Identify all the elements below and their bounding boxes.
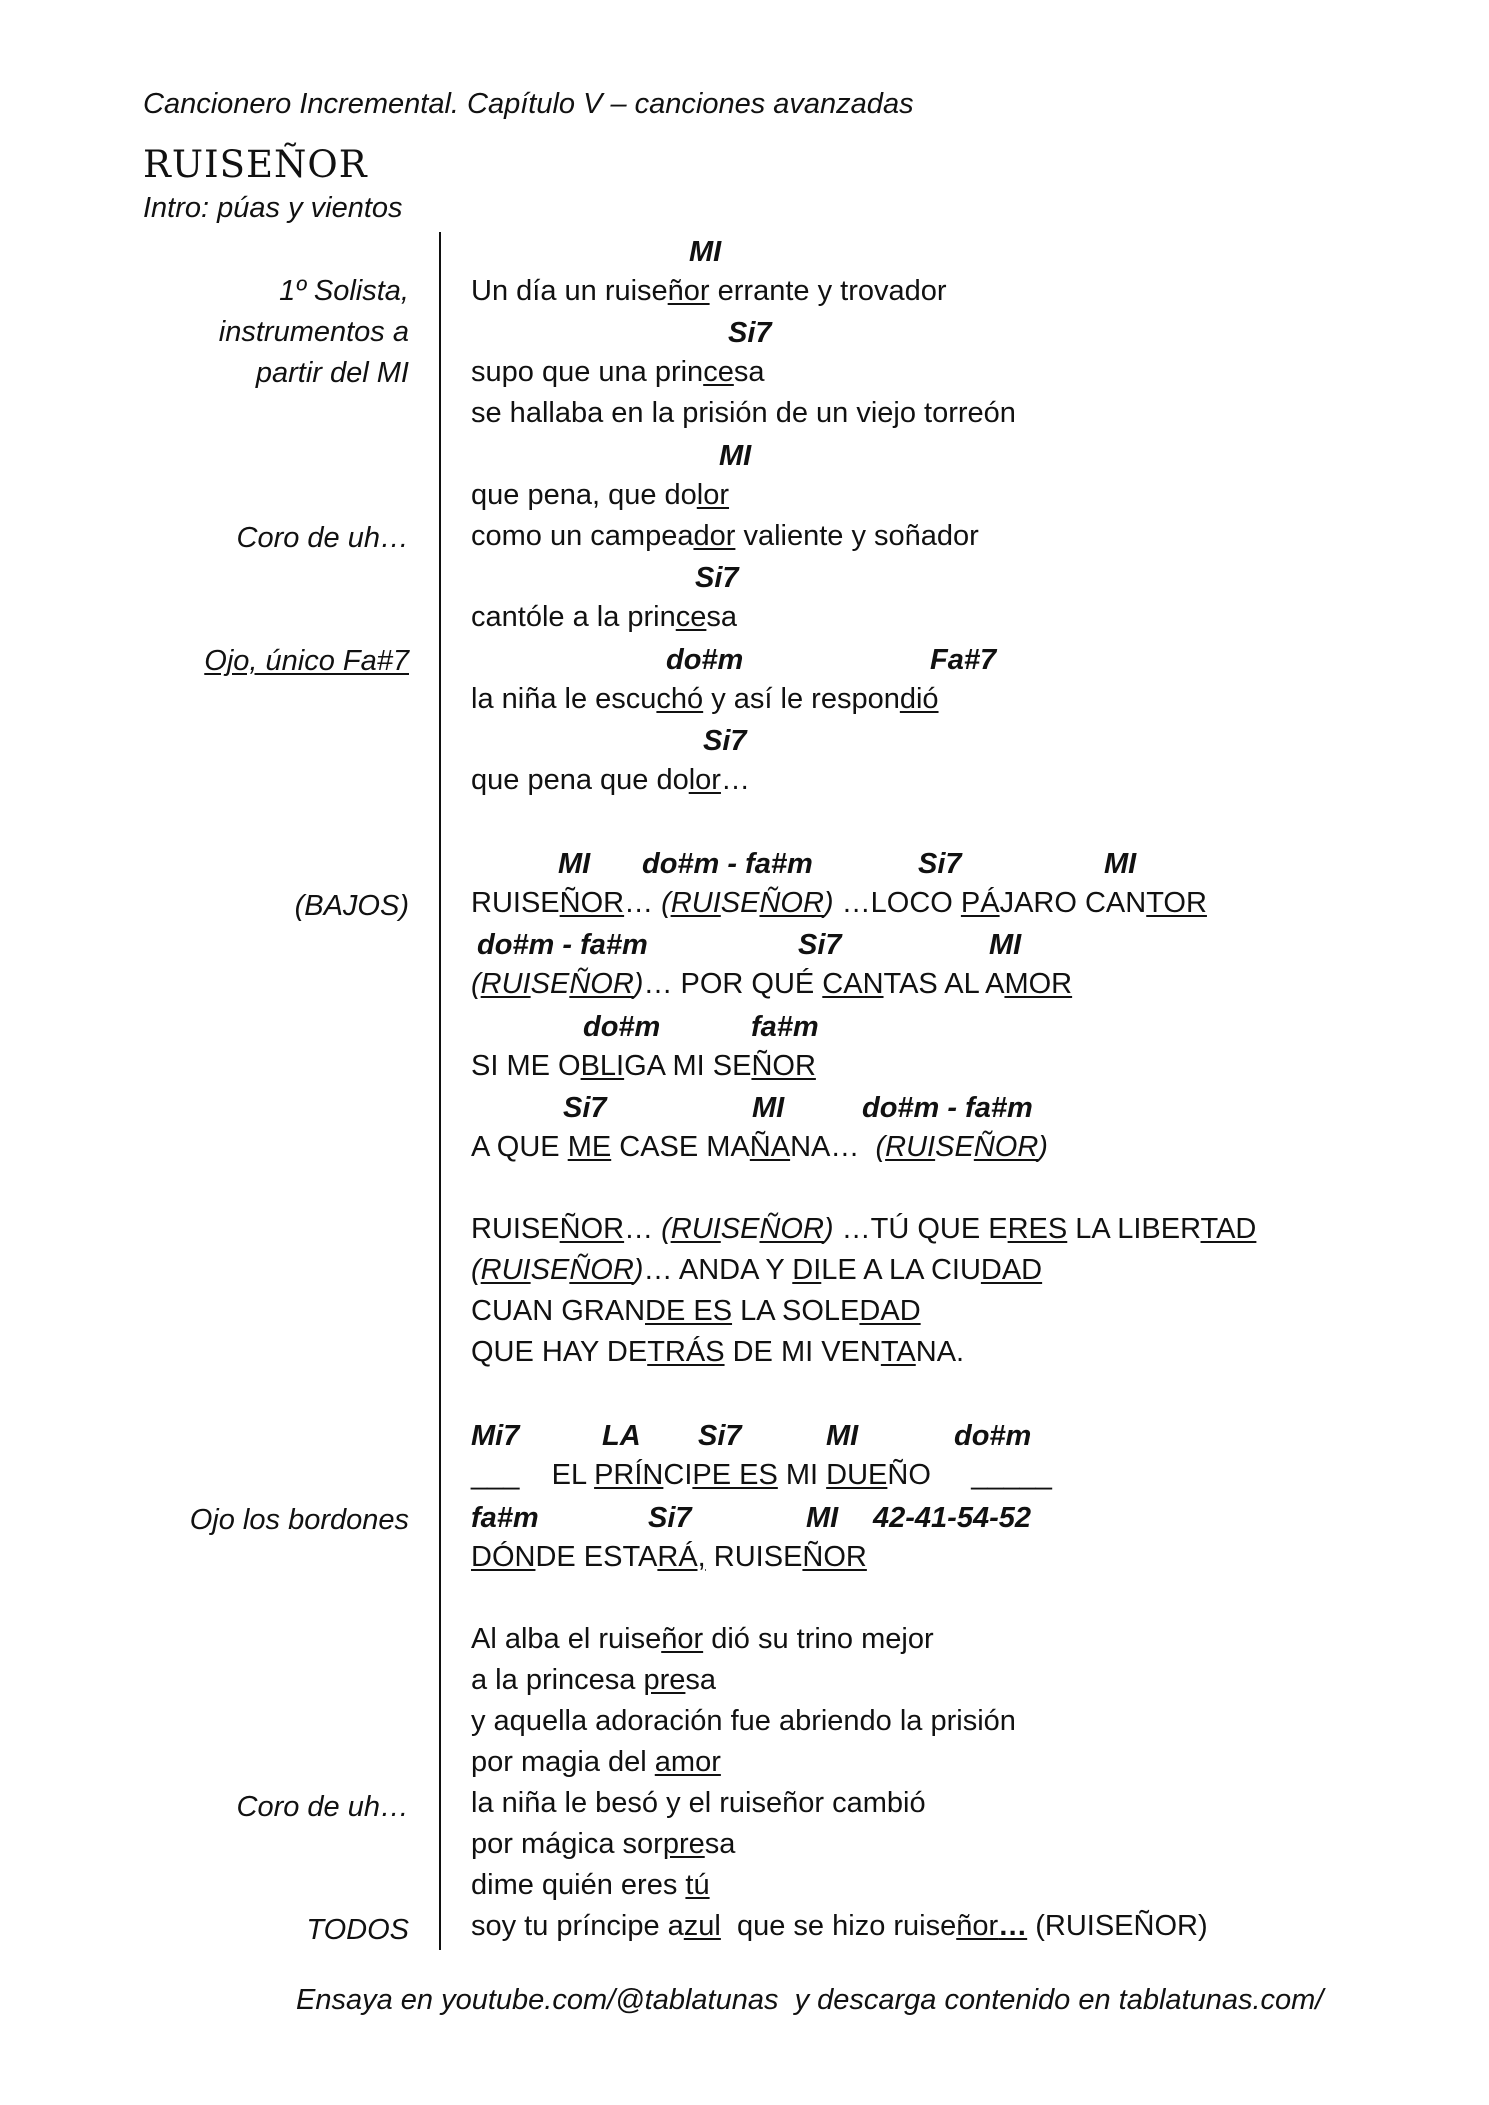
lyric-text: Un día un ruise: [471, 275, 668, 307]
lyric-text: GA MI SE: [624, 1050, 752, 1082]
lyric-line: [471, 1828, 735, 1861]
lyric-text: CI: [663, 1459, 693, 1491]
lyric-text: sa: [685, 1664, 717, 1696]
side-note-ojo-fa: Ojo, único Fa#7: [204, 645, 409, 677]
lyric-text: dió su trino mejor: [703, 1623, 934, 1655]
lyric-text: valiente y soñador: [735, 520, 979, 552]
chord-si7: Si7: [728, 317, 772, 349]
echo-text: ÑOR: [759, 1213, 824, 1245]
chord-si7: Si7: [698, 1420, 742, 1452]
chorus-line: [471, 968, 1072, 1001]
echo-text: (: [471, 1254, 481, 1286]
echo-text: ): [633, 1254, 644, 1286]
chord-fa-sharp-7: Fa#7: [930, 644, 997, 676]
lyric-text: CUAN GRAN: [471, 1295, 646, 1327]
stressed-syllable: MOR: [1004, 968, 1073, 1000]
stressed-syllable: ÑOR: [559, 887, 625, 919]
chorus-line: [471, 1254, 1042, 1287]
lyric-text: que pena, que do: [471, 479, 697, 511]
chord-si7: Si7: [798, 929, 842, 961]
stressed-syllable: ce: [703, 356, 734, 388]
stressed-syllable: ÑA: [749, 1131, 791, 1163]
lyric-text: a la princesa: [471, 1664, 644, 1696]
chord-mi: MI: [1104, 848, 1137, 880]
lyric-line: [471, 520, 979, 553]
echo-text: ): [1038, 1131, 1048, 1163]
stressed-syllable: ÑOR: [802, 1541, 867, 1573]
echo-text: RUI: [670, 1213, 721, 1245]
lyric-text: soy tu príncipe a: [471, 1910, 684, 1942]
lyric-line: [471, 356, 764, 389]
lyric-text: …: [624, 887, 662, 919]
lyric-text: CASE MA: [611, 1131, 750, 1163]
echo-text: RUI: [480, 968, 531, 1000]
stressed-syllable: dió: [899, 683, 939, 715]
lyric-text: errante y trovador: [709, 275, 947, 307]
lyric-text: … POR QUÉ: [643, 968, 823, 1000]
lyric-line: [471, 275, 947, 308]
lyric-text: … ANDA Y: [643, 1254, 793, 1286]
stressed-syllable: pre: [662, 1828, 705, 1860]
lyric-text: sa: [733, 356, 765, 388]
chord-la: LA: [602, 1420, 641, 1452]
lyric-text: que se hizo ruise: [720, 1910, 957, 1942]
echo-text: RUI: [670, 887, 721, 919]
lyric-text: EL: [551, 1459, 595, 1491]
stressed-syllable: RÁ,: [657, 1541, 706, 1573]
lyric-text: y así le respon: [703, 683, 900, 715]
stressed-syllable: ñor: [667, 275, 710, 307]
lyric-text: …: [624, 1213, 662, 1245]
echo-text: RUI: [480, 1254, 531, 1286]
songbook-header: Cancionero Incremental. Capítulo V – canciones avanzadas: [143, 88, 914, 120]
side-note-solista-line1: 1º Solista,: [279, 275, 409, 307]
lyric-text: …TÚ QUE E: [833, 1213, 1008, 1245]
echo-text: SE: [720, 887, 760, 919]
side-note-solista-line3: partir del MI: [255, 357, 409, 389]
stressed-syllable: lor: [688, 764, 721, 796]
lyric-text: LA SOLE: [732, 1295, 860, 1327]
echo-text: ): [633, 968, 644, 1000]
lyric-line: [471, 1664, 716, 1697]
echo-text: (: [661, 1213, 671, 1245]
stressed-syllable: chó: [656, 683, 704, 715]
lyric-text: (RUISEÑOR): [1027, 1910, 1208, 1942]
lyric-line: [471, 1910, 1208, 1943]
ellipsis: …: [998, 1910, 1028, 1942]
stressed-syllable: BLI: [580, 1050, 625, 1082]
lyric-text: A QUE: [471, 1131, 568, 1163]
echo-text: (: [875, 1131, 886, 1163]
lyric-text: que pena que do: [471, 764, 689, 796]
chord-mi: MI: [689, 236, 722, 268]
stressed-syllable: TAD: [1200, 1213, 1257, 1245]
side-note-solista-line2: instrumentos a: [218, 316, 409, 348]
stressed-syllable: TOR: [1146, 887, 1207, 919]
lyric-line: y aquella adoración fue abriendo la prisión: [471, 1705, 1016, 1737]
lyric-text: …LOCO: [833, 887, 961, 919]
stressed-syllable: tú: [685, 1869, 710, 1901]
lyric-line: [471, 1623, 934, 1656]
lyric-line: [471, 479, 729, 512]
fill-blank: _____: [971, 1459, 1052, 1491]
lyric-text: LA LIBER: [1067, 1213, 1201, 1245]
chorus-line: [471, 1050, 816, 1083]
bordones-numbers: 42-41-54-52: [873, 1502, 1031, 1534]
echo-text: RUI: [885, 1131, 936, 1163]
stressed-syllable: ME: [567, 1131, 612, 1163]
song-title: RUISEÑOR: [143, 143, 368, 186]
echo-text: (: [471, 968, 481, 1000]
chord-do-sharp-m: do#m: [666, 644, 744, 676]
lyric-text: JARO CAN: [999, 887, 1147, 919]
chorus-line: [471, 1131, 1048, 1164]
lyric-line: [471, 1746, 721, 1779]
echo-text: SE: [935, 1131, 974, 1163]
chord-do-fa-sharp-m: do#m - fa#m: [642, 848, 813, 880]
side-note-bordones: Ojo los bordones: [189, 1504, 409, 1536]
lyric-text: RUISE: [705, 1541, 803, 1573]
stressed-syllable: zul: [683, 1910, 721, 1942]
side-note-coro-2: Coro de uh…: [236, 1791, 409, 1823]
chord-mi: MI: [806, 1502, 839, 1534]
chord-si7: Si7: [918, 848, 962, 880]
chorus-line: [471, 1295, 921, 1328]
lyric-line: [471, 601, 737, 634]
echo-text: ): [823, 1213, 834, 1245]
chorus-line: [471, 1213, 1256, 1246]
chorus-line: [471, 1336, 964, 1369]
lyric-line: [471, 683, 939, 716]
lyric-text: QUE HAY DE: [471, 1336, 648, 1368]
stressed-syllable: DE ES: [645, 1295, 733, 1327]
echo-text: SE: [530, 968, 570, 1000]
lyric-text: como un campea: [471, 520, 694, 552]
echo-text: ): [823, 887, 834, 919]
chord-mi: MI: [719, 440, 752, 472]
lyric-text: DE MI VEN: [724, 1336, 881, 1368]
lyric-line: la niña le besó y el ruiseñor cambió: [471, 1787, 926, 1819]
chord-do-fa-sharp-m: do#m - fa#m: [862, 1092, 1033, 1124]
side-note-solista: [79, 271, 409, 394]
stressed-syllable: PE ES: [692, 1459, 778, 1491]
chord-mi7: Mi7: [471, 1420, 520, 1452]
chord-si7: Si7: [563, 1092, 607, 1124]
column-divider: [439, 232, 441, 1950]
chord-fa-sharp-m: fa#m: [751, 1011, 819, 1043]
lyric-text: supo que una prin: [471, 356, 704, 388]
lyric-text: …: [720, 764, 750, 796]
side-note-bajos: (BAJOS): [294, 890, 409, 922]
lyric-text: RUISE: [471, 1213, 560, 1245]
side-note-todos: TODOS: [306, 1914, 409, 1946]
echo-text: ÑOR: [973, 1131, 1039, 1163]
stressed-syllable: ÑOR: [751, 1050, 816, 1082]
lyric-text: cantóle a la prin: [471, 601, 676, 633]
lyric-text: SI ME O: [471, 1050, 581, 1082]
stressed-syllable: TRÁS: [647, 1336, 725, 1368]
stressed-syllable: ñor: [956, 1910, 999, 1942]
echo-text: (: [661, 887, 671, 919]
chorus-line: [471, 887, 1207, 920]
stressed-syllable: PRÍN: [594, 1459, 664, 1491]
side-note-coro-1: Coro de uh…: [236, 522, 409, 554]
lyric-text: dime quién eres: [471, 1869, 686, 1901]
echo-text: ÑOR: [569, 968, 634, 1000]
lyric-text: la niña le escu: [471, 683, 657, 715]
stressed-syllable: TA: [880, 1336, 916, 1368]
echo-text: ÑOR: [569, 1254, 634, 1286]
footer-promo: Ensaya en youtube.com/@tablatunas y descarga contenido en tablatunas.com/: [296, 1984, 1324, 2016]
lyric-text: sa: [706, 601, 738, 633]
chord-mi: MI: [826, 1420, 859, 1452]
stressed-syllable: lor: [696, 479, 730, 511]
lyric-line: se hallaba en la prisión de un viejo torreón: [471, 397, 1016, 429]
lyric-text: Al alba el ruise: [471, 1623, 662, 1655]
stressed-syllable: RES: [1007, 1213, 1068, 1245]
intro-note: Intro: púas y vientos: [143, 192, 403, 224]
lyric-text: DE ESTA: [535, 1541, 658, 1573]
fill-blank: ___: [471, 1459, 520, 1491]
chord-si7: Si7: [695, 562, 739, 594]
lyric-text: TAS AL A: [883, 968, 1005, 1000]
lyric-line: [471, 764, 750, 797]
stressed-syllable: ñor: [661, 1623, 704, 1655]
chord-do-sharp-m: do#m: [583, 1011, 661, 1043]
chord-mi: MI: [989, 929, 1022, 961]
stressed-syllable: pre: [643, 1664, 686, 1696]
echo-text: SE: [720, 1213, 760, 1245]
stressed-syllable: dor: [693, 520, 736, 552]
chord-mi: MI: [558, 848, 591, 880]
lyric-text: por magia del: [471, 1746, 655, 1778]
lyric-text: NA.: [915, 1336, 965, 1368]
lyric-text: LE A LA CIU: [821, 1254, 981, 1286]
stressed-syllable: DAD: [859, 1295, 921, 1327]
chord-si7: Si7: [648, 1502, 692, 1534]
bridge-line: [471, 1459, 1052, 1492]
stressed-syllable: ce: [675, 601, 707, 633]
stressed-syllable: DÓN: [471, 1541, 536, 1573]
chord-do-sharp-m: do#m: [954, 1420, 1032, 1452]
bridge-line: [471, 1541, 867, 1574]
stressed-syllable: DI: [792, 1254, 822, 1286]
lyric-text: por mágica sor: [471, 1828, 663, 1860]
lyric-text: ÑO: [887, 1459, 931, 1491]
chord-fa-sharp-m: fa#m: [471, 1502, 539, 1534]
lyric-text: RUISE: [471, 887, 560, 919]
chord-si7: Si7: [703, 725, 747, 757]
chord-do-fa-sharp-m: do#m - fa#m: [477, 929, 648, 961]
echo-text: ÑOR: [759, 887, 824, 919]
stressed-syllable: PÁ: [960, 887, 1000, 919]
lyric-line: [471, 1869, 710, 1902]
lyric-text: MI: [777, 1459, 827, 1491]
echo-text: SE: [530, 1254, 570, 1286]
stressed-syllable: ÑOR: [559, 1213, 625, 1245]
stressed-syllable: DAD: [980, 1254, 1043, 1286]
chord-mi: MI: [752, 1092, 785, 1124]
lyric-text: NA…: [790, 1131, 876, 1163]
stressed-syllable: CAN: [822, 968, 884, 1000]
lyric-text: sa: [704, 1828, 736, 1860]
stressed-syllable: amor: [654, 1746, 721, 1778]
stressed-syllable: DUE: [826, 1459, 888, 1491]
